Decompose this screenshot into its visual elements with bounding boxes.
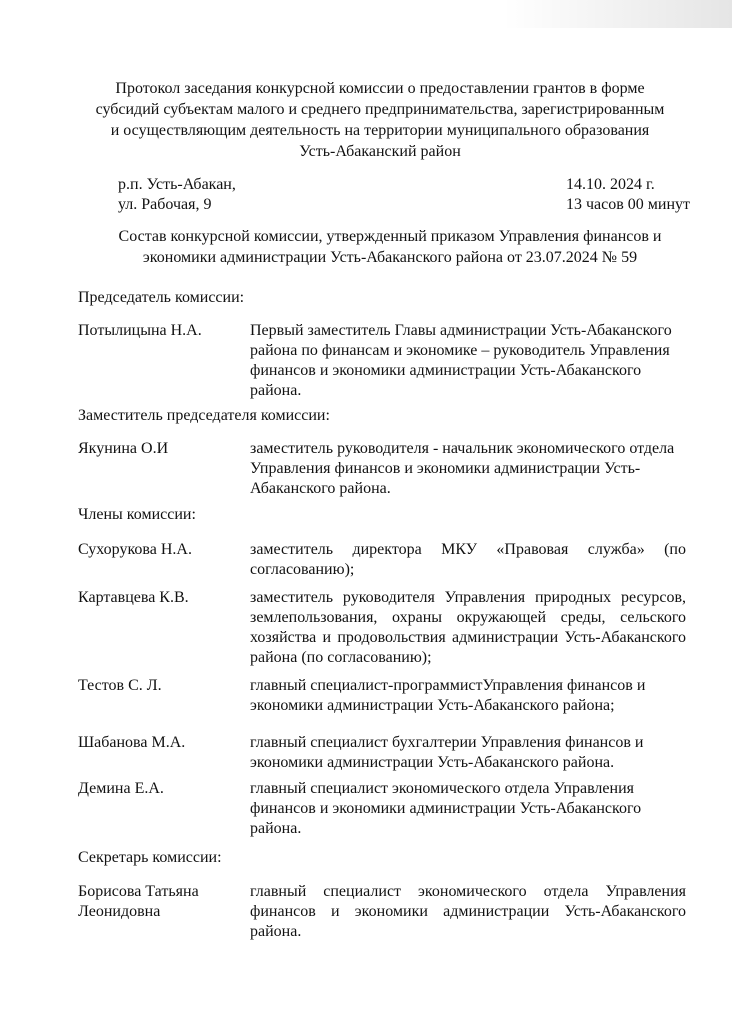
title-line-3: и осуществляющим деятельность на территории муниципального образования [110, 122, 650, 139]
title-line-1: Протокол заседания конкурсной комиссии о предоставлении грантов в форме [115, 80, 645, 97]
section-members: Члены комиссии: [78, 506, 196, 523]
secretary-role: главный специалист экономического отдела Управления финансов и экономики администрации Усть-Абаканского района. [250, 883, 686, 940]
composition-line-2: экономики администрации Усть-Абаканского района от 23.07.2024 № 59 [142, 249, 638, 266]
meeting-datetime [566, 175, 690, 215]
meeting-time: 13 часов 00 минут [566, 196, 691, 213]
composition-line-1: Состав конкурсной комиссии, утвержденный приказом Управления финансов и [118, 228, 662, 245]
title-line-4: Усть-Абаканский район [299, 143, 461, 160]
member-name: Картавцева К.В. [78, 589, 189, 606]
deputy-name: Якунина О.И [78, 440, 169, 457]
member-name: Тестов С. Л. [78, 677, 162, 694]
member-role: главный специалист бухгалтерии Управления финансов и экономики администрации Усть-Абаканского района. [250, 734, 644, 771]
composition-heading [60, 226, 720, 268]
member-name: Сухорукова Н.А. [78, 541, 192, 558]
section-chairman: Председатель комиссии: [78, 289, 245, 306]
member-name: Шабанова М.А. [78, 734, 186, 751]
member-role: заместитель руководителя Управления природных ресурсов, землепользования, охраны окружающей среды, сельского хозяйства и продовольствия администрации Усть-Абаканского района (по согласованию); [250, 589, 686, 666]
member-name: Демина Е.А. [78, 780, 164, 797]
deputy-role: заместитель руководителя - начальник экономического отдела Управления финансов и экономики администрации Усть-Абаканского района. [250, 440, 675, 497]
secretary-name: Борисова Татьяна Леонидовна [78, 883, 199, 920]
meeting-place [118, 175, 236, 215]
place-line-2: ул. Рабочая, 9 [118, 196, 212, 213]
chairman-role: Первый заместитель Главы администрации Усть-Абаканского района по финансам и экономике – руководитель Управления финансов и экономики администрации Усть-Абаканского района. [250, 322, 672, 399]
title-line-2: субсидий субъектам малого и среднего предпринимательства, зарегистрированным [95, 101, 665, 118]
place-line-1: р.п. Усть-Абакан, [118, 176, 236, 193]
section-deputy: Заместитель председателя комиссии: [78, 407, 330, 424]
scan-shadow [502, 0, 732, 28]
member-role: заместитель директора МКУ «Правовая служба» (по согласованию); [250, 541, 686, 578]
member-role: главный специалист-программистУправления финансов и экономики администрации Усть-Абаканского района; [250, 677, 646, 714]
section-secretary: Секретарь комиссии: [78, 849, 222, 866]
document-title [60, 78, 700, 162]
meeting-date: 14.10. 2024 г. [566, 176, 655, 193]
member-role: главный специалист экономического отдела Управления финансов и экономики администрации Усть-Абаканского района. [250, 780, 642, 837]
chairman-name: Потылицына Н.А. [78, 322, 202, 339]
